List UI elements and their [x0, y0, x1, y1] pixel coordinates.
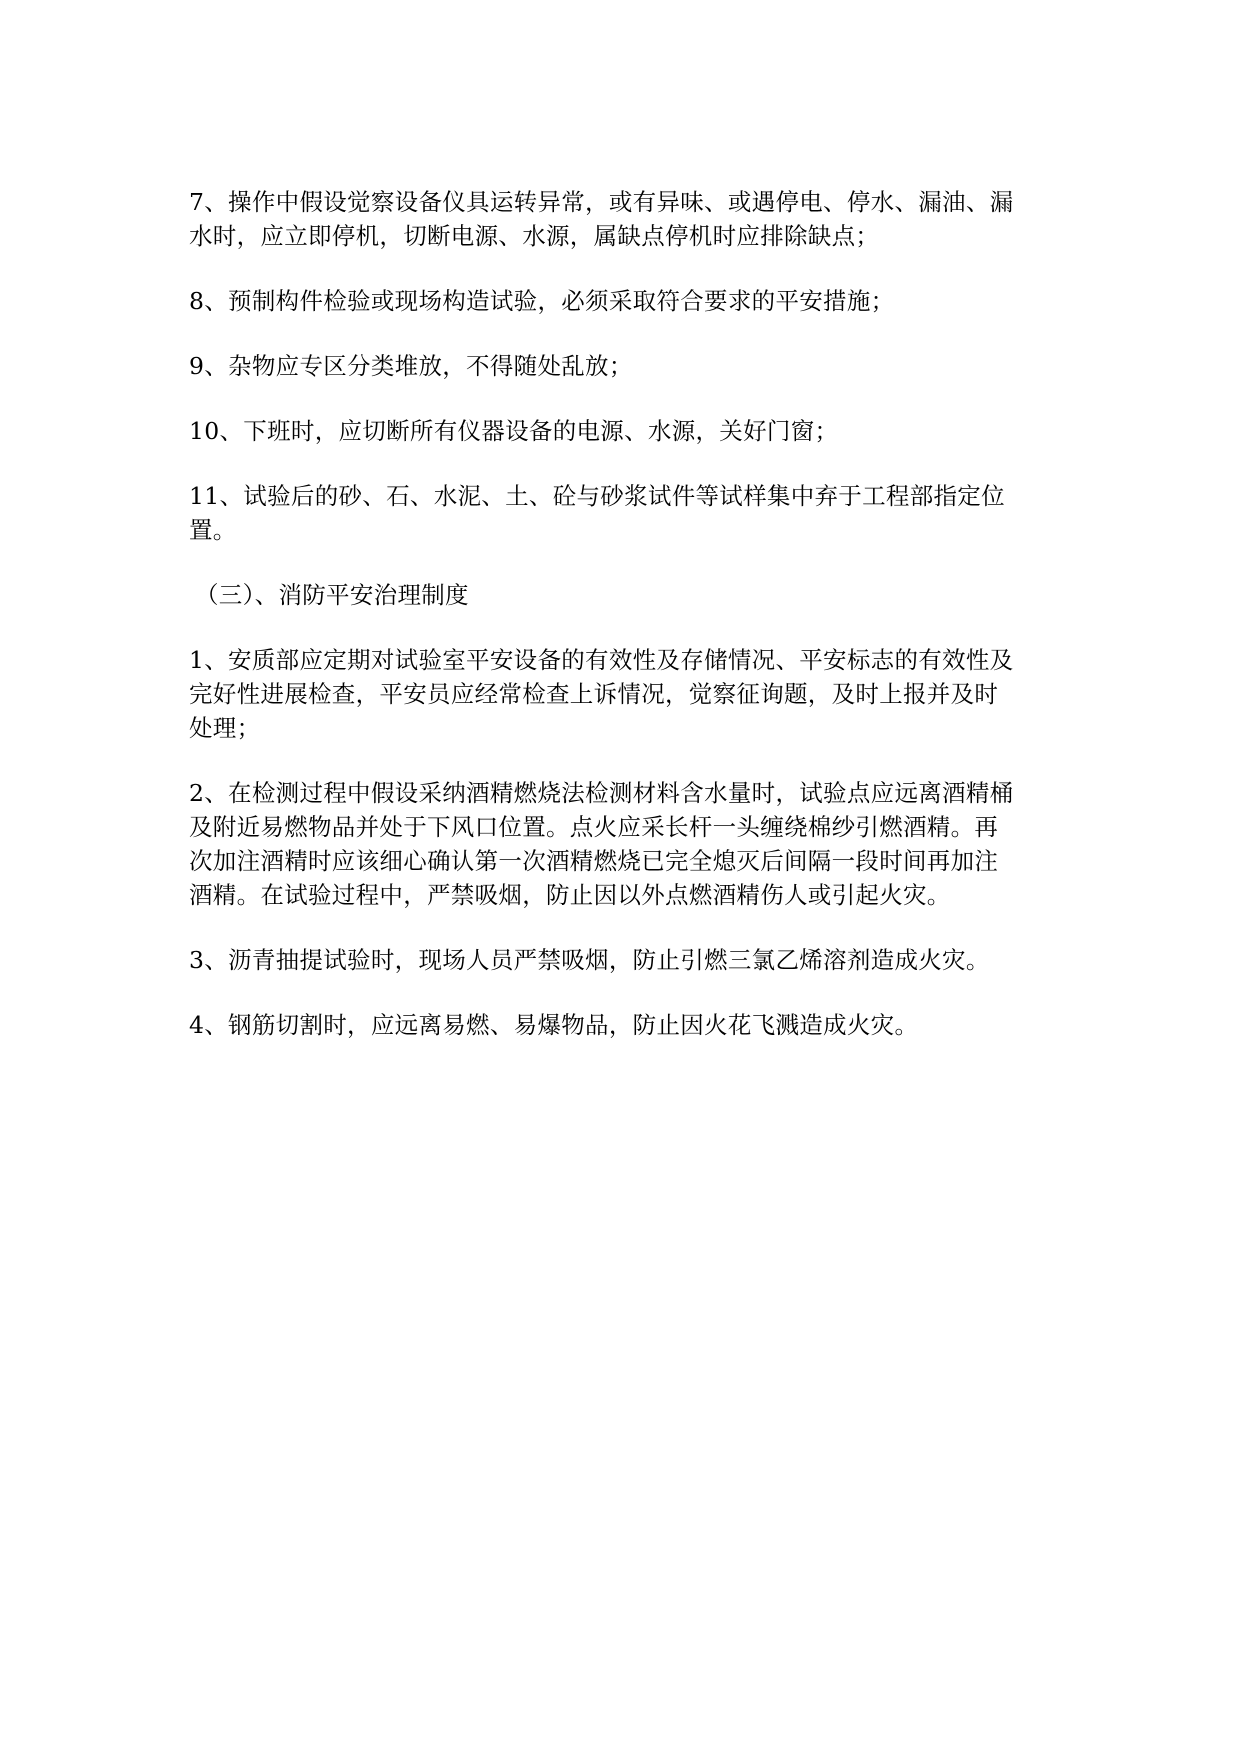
- paragraph-line: 处理；: [189, 714, 261, 742]
- fire-safety-item-4: [189, 1008, 1059, 1042]
- section-heading: [195, 578, 1059, 612]
- paragraph-line: 2、在检测过程中假设采纳酒精燃烧法检测材料含水量时，试验点应远离酒精桶: [189, 779, 1014, 807]
- fire-safety-item-1: [189, 643, 1059, 745]
- paragraph-line: 11、试验后的砂、石、水泥、土、砼与砂浆试件等试样集中弃于工程部指定位: [189, 482, 1005, 510]
- paragraph-item-8: [189, 284, 1059, 318]
- paragraph-line: 次加注酒精时应该细心确认第一次酒精燃烧已完全熄灭后间隔一段时间再加注: [189, 847, 999, 875]
- section-heading-text: （三）、消防平安治理制度: [195, 581, 469, 609]
- paragraph-line: 3、沥青抽提试验时，现场人员严禁吸烟，防止引燃三氯乙烯溶剂造成火灾。: [189, 946, 990, 974]
- paragraph-line: 7、操作中假设觉察设备仪具运转异常，或有异味、或遇停电、停水、漏油、漏: [189, 188, 1014, 216]
- paragraph-item-7: [189, 185, 1059, 253]
- paragraph-line: 10、下班时，应切断所有仪器设备的电源、水源，关好门窗；: [189, 417, 839, 445]
- paragraph-line: 水时，应立即停机，切断电源、水源，属缺点停机时应排除缺点；: [189, 222, 880, 250]
- paragraph-line: 完好性进展检查，平安员应经常检查上诉情况，觉察征询题，及时上报并及时: [189, 680, 999, 708]
- paragraph-line: 1、安质部应定期对试验室平安设备的有效性及存储情况、平安标志的有效性及: [189, 646, 1014, 674]
- paragraph-line: 酒精。在试验过程中，严禁吸烟，防止因以外点燃酒精伤人或引起火灾。: [189, 881, 951, 909]
- paragraph-line: 8、预制构件检验或现场构造试验，必须采取符合要求的平安措施；: [189, 287, 895, 315]
- paragraph-line: 置。: [189, 516, 237, 544]
- fire-safety-item-2: [189, 776, 1059, 912]
- paragraph-line: 及附近易燃物品并处于下风口位置。点火应采长杆一头缠绕棉纱引燃酒精。再: [189, 813, 999, 841]
- paragraph-item-10: [189, 414, 1059, 448]
- paragraph-item-9: [189, 349, 1059, 383]
- document-body: [189, 185, 1059, 1073]
- paragraph-line: 4、钢筋切割时，应远离易燃、易爆物品，防止因火花飞溅造成火灾。: [189, 1011, 919, 1039]
- fire-safety-item-3: [189, 943, 1059, 977]
- paragraph-line: 9、杂物应专区分类堆放，不得随处乱放；: [189, 352, 633, 380]
- paragraph-item-11: [189, 479, 1059, 547]
